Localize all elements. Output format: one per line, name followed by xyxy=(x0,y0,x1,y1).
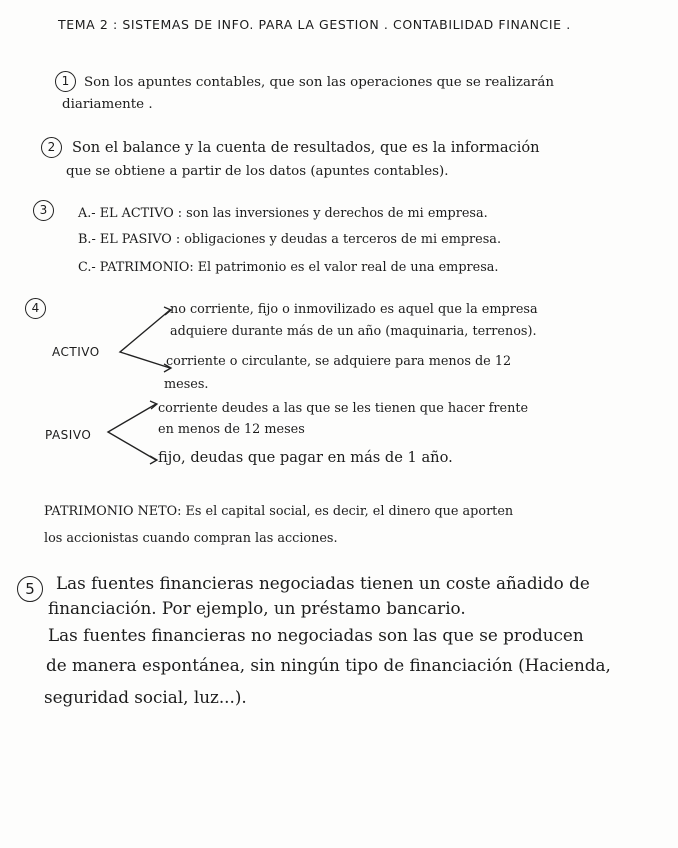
pasivo-brace xyxy=(104,400,164,470)
activo-branch-2-line-1: corriente o circulante, se adquiere para menos de 12 xyxy=(166,354,512,369)
item-number-4: 4 xyxy=(25,298,46,319)
activo-label: ACTIVO xyxy=(52,345,100,359)
item-5-line-5: seguridad social, luz...). xyxy=(44,687,247,707)
patrimonio-neto-line-1: PATRIMONIO NETO: Es el capital social, es decir, el dinero que aporten xyxy=(44,504,514,519)
item-3-line-a: A.- EL ACTIVO : son las inversiones y derechos de mi empresa. xyxy=(78,206,488,221)
item-3-line-c: C.- PATRIMONIO: El patrimonio es el valor real de una empresa. xyxy=(78,260,499,275)
item-2-line-1: Son el balance y la cuenta de resultados, que es la información xyxy=(72,139,540,156)
activo-branch-1-line-1: no corriente, fijo o inmovilizado es aquel que la empresa xyxy=(170,302,538,317)
pasivo-branch-2-line-1: fijo, deudas que pagar en más de 1 año. xyxy=(158,449,453,466)
item-1-line-2: diariamente . xyxy=(62,97,153,112)
item-number-5: 5 xyxy=(17,576,43,602)
item-5-line-4: de manera espontánea, sin ningún tipo de financiación (Hacienda, xyxy=(46,655,611,675)
item-number-1: 1 xyxy=(55,71,76,92)
item-5-line-3: Las fuentes financieras no negociadas son las que se producen xyxy=(48,625,584,645)
item-number-2: 2 xyxy=(41,137,62,158)
pasivo-label: PASIVO xyxy=(45,428,92,442)
pasivo-branch-1-line-1: corriente deudes a las que se les tienen que hacer frente xyxy=(158,401,529,416)
item-1-line-1: Son los apuntes contables, que son las operaciones que se realizarán xyxy=(84,75,554,90)
activo-branch-1-line-2: adquiere durante más de un año (maquinaria, terrenos). xyxy=(170,324,537,339)
item-3-line-b: B.- EL PASIVO : obligaciones y deudas a terceros de mi empresa. xyxy=(78,232,502,247)
item-2-line-2: que se obtiene a partir de los datos (apuntes contables). xyxy=(66,164,449,179)
activo-brace xyxy=(114,306,174,388)
activo-branch-2-line-2: meses. xyxy=(164,377,209,392)
item-5-line-2: financiación. Por ejemplo, un préstamo bancario. xyxy=(48,598,466,618)
item-number-3: 3 xyxy=(33,200,54,221)
pasivo-branch-1-line-2: en menos de 12 meses xyxy=(158,422,305,437)
patrimonio-neto-line-2: los accionistas cuando compran las acciones. xyxy=(44,531,338,546)
item-5-line-1: Las fuentes financieras negociadas tienen un coste añadido de xyxy=(56,573,590,593)
page-title: TEMA 2 : SISTEMAS DE INFO. PARA LA GESTION . CONTABILIDAD FINANCIE . xyxy=(58,17,571,32)
